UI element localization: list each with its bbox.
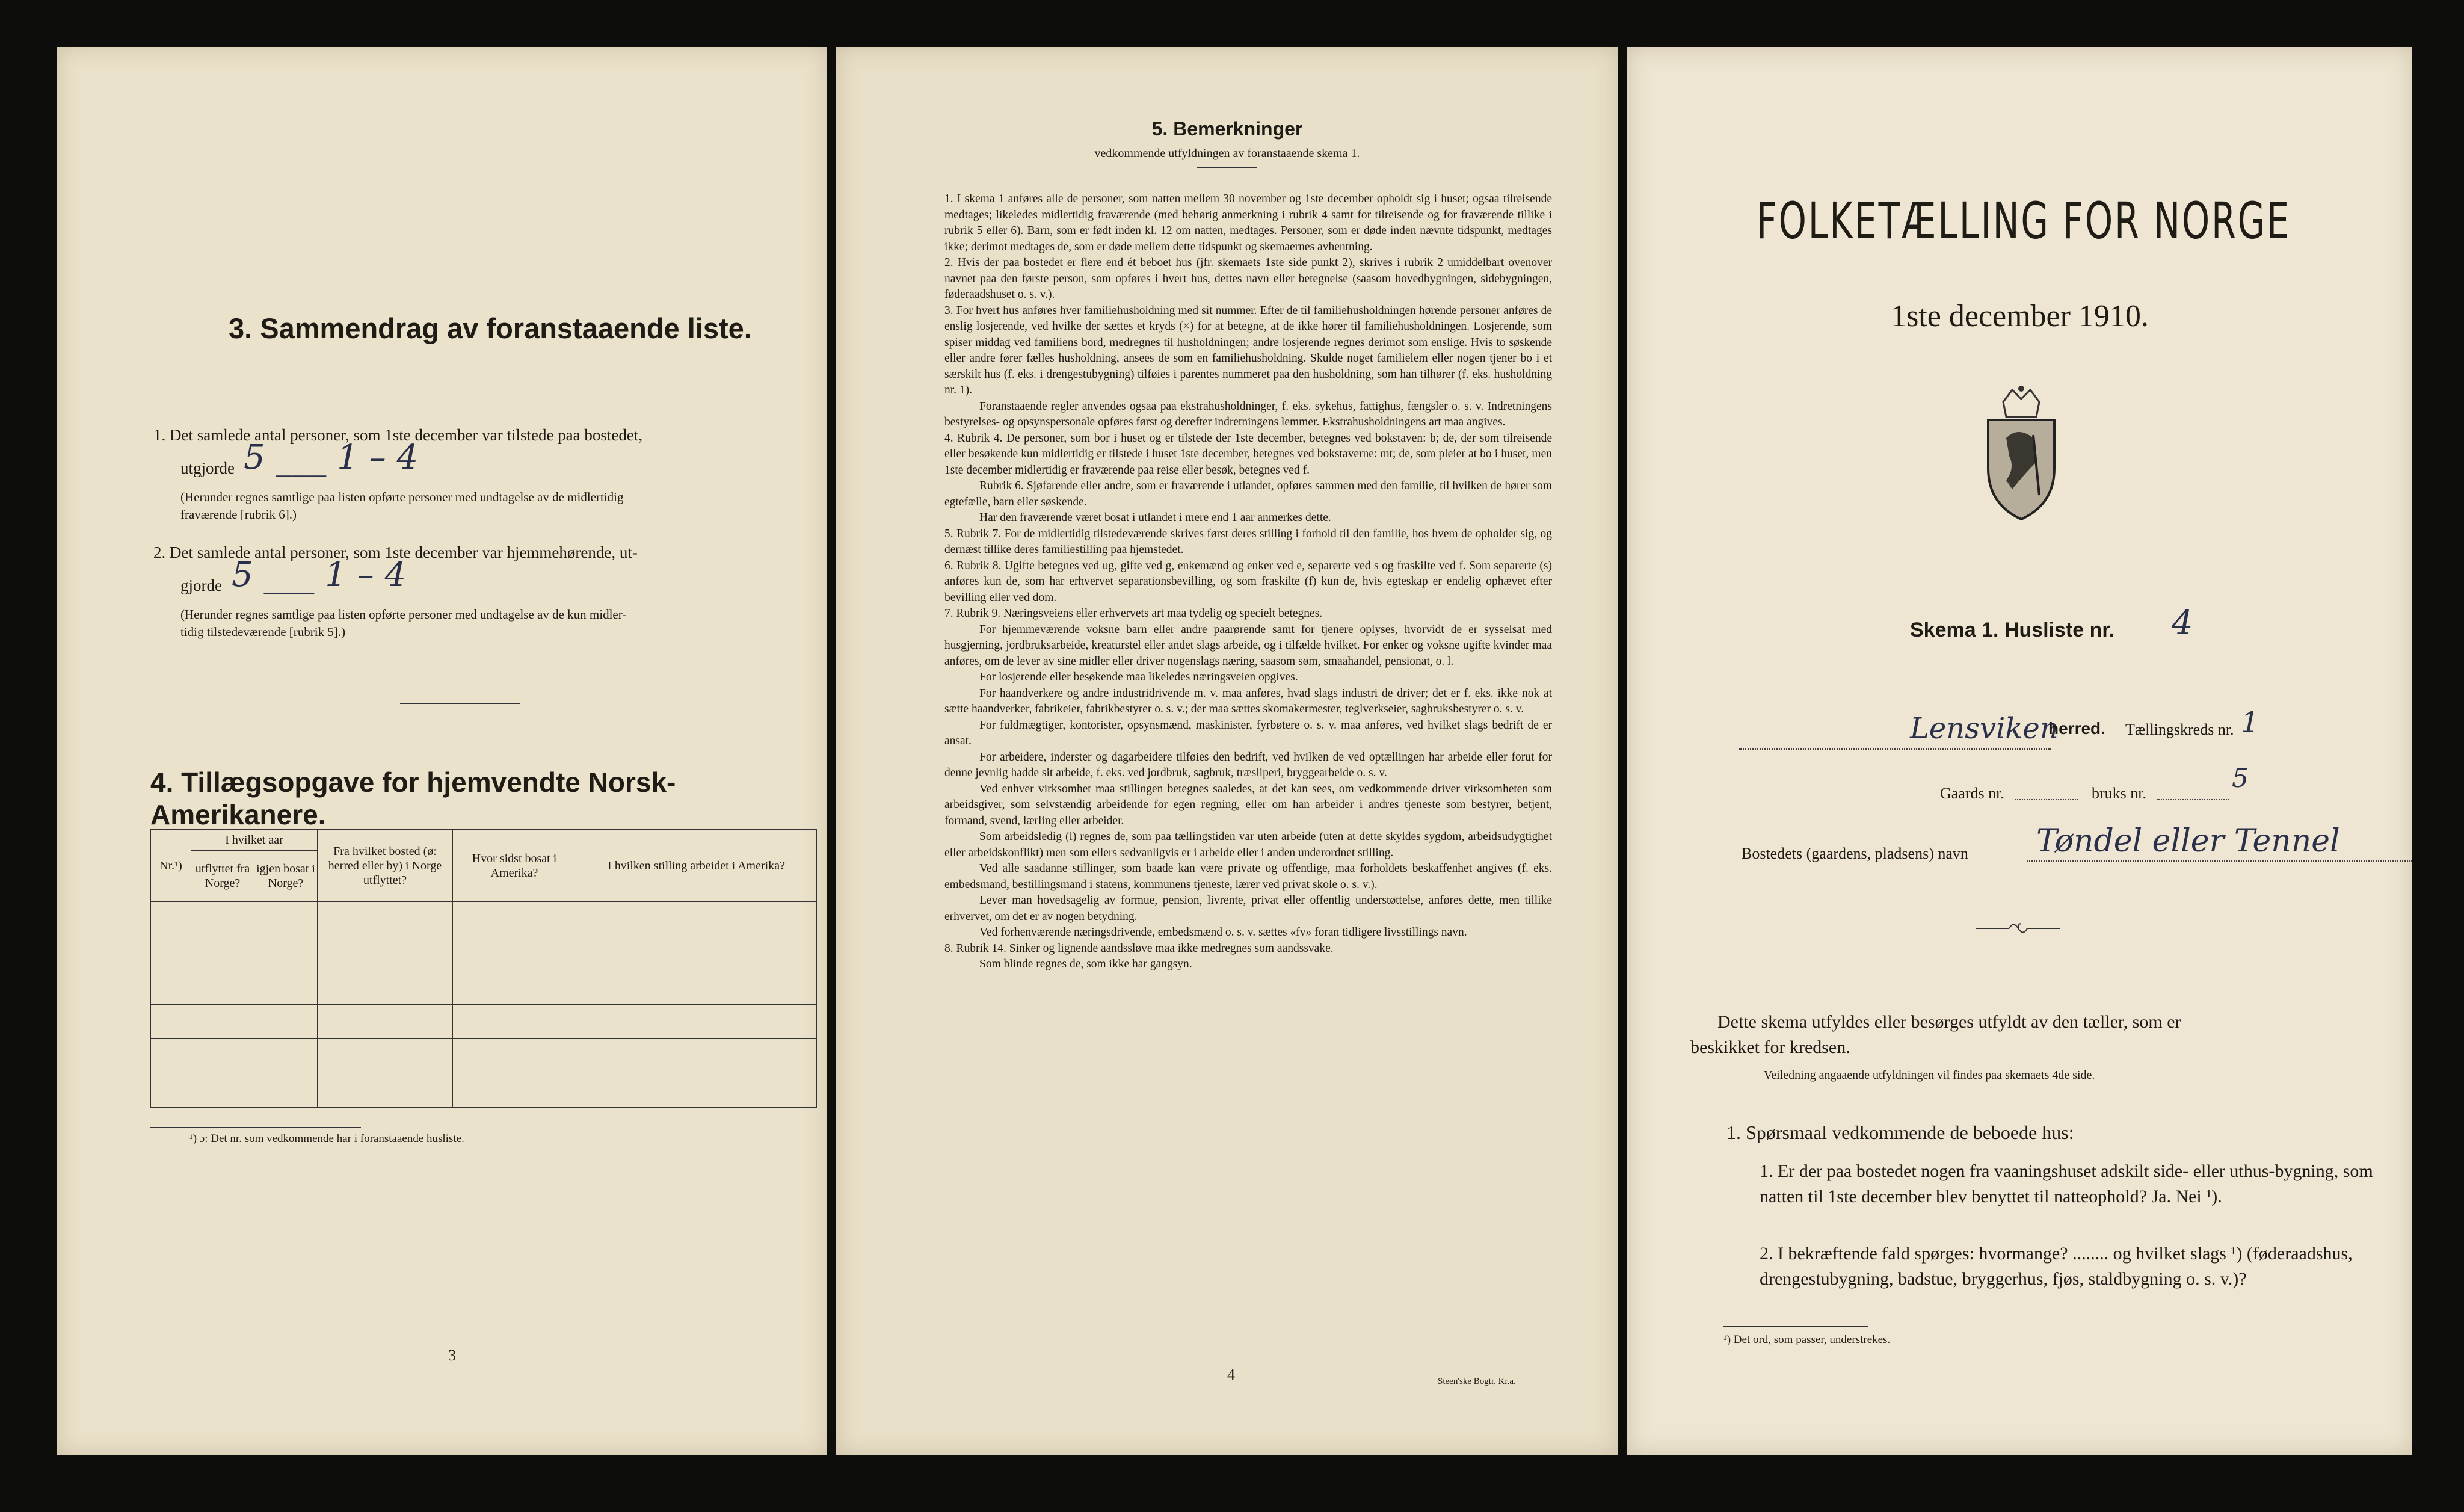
remarks-body: [944, 191, 1552, 973]
section4-title: 4. Tillægsopgave for hjemvendte Norsk-Amerikanere.: [150, 767, 676, 830]
gaards-label: Gaards nr.: [1940, 785, 2004, 802]
remark-7c: For losjerende eller besøkende maa likeledes næringsveien opgives.: [979, 671, 1298, 683]
skema-label: Skema 1. Husliste nr.: [1910, 619, 2115, 641]
remark-7e: For fuldmægtiger, kontorister, opsynsmænd, maskinister, fyrbøtere o. s. v. maa anføres, ved hvilket slags bedrift de er ansat.: [944, 718, 1552, 747]
herred-handwritten: Lensviken: [1910, 712, 2059, 745]
remark-4b: Rubrik 6. Sjøfarende eller andre, som er fraværende i utlandet, opføres sammen med den familie, til hvilken de hører som egtefælle, barn eller søskende.: [944, 480, 1552, 508]
bruks-handwritten: 5: [2232, 763, 2249, 794]
col-hvor: Hvor sidst bosat i Amerika?: [453, 830, 576, 902]
remark-7k: Ved forhenværende næringsdrivende, embedsmænd o. s. v. sættes «fv» foran tidligere livsstillings navn.: [979, 926, 1467, 939]
bosted-handwritten: Tøndel eller Tennel: [2036, 823, 2340, 859]
gaards-field: [2015, 799, 2078, 800]
krets-handwritten: 1: [2241, 706, 2259, 739]
col-utflyttet: utflyttet fra Norge?: [191, 851, 254, 902]
table-row: [151, 902, 817, 936]
census-date: 1ste december 1910.: [1891, 299, 2149, 333]
remark-5: 5. Rubrik 7. For de midlertidig tilstedeværende skrives først deres stilling i forhold til den familie, hos hvem de opholder sig, og dernæst tillike deres familiestilling paa hjemstedet.: [944, 527, 1552, 556]
norwegian-coat-of-arms-icon: [1976, 384, 2066, 522]
husliste-nr-handwritten: 4: [2172, 603, 2193, 643]
page-left: [57, 47, 827, 1455]
col-igjen: igjen bosat i Norge?: [254, 851, 318, 902]
herred-label: herred.: [2048, 719, 2105, 738]
remark-3: 3. For hvert hus anføres hver familiehusholdning med sit nummer. Efter de til familiehusholdningen hørende personer anføres de enslig losjerende, ved hvilke der sættes et kryds (×) for at betegne, at de ikke hører til familiehusholdningen. Losjerende, som spiser middag ved familiens bord, medregnes til husholdningen; andre losjerende regnes derimot som enslige. Hvis to søskende eller andre fører fælles husholdning, ansees de som en familiehusholdning. Skulde noget familielem eller nogen tjener bo i et særskilt hus (f. eks. i drengestubygning) tilføies i parentes nummeret paa den husholdning, som han tilhører (f. eks. husholdning nr. 1).: [944, 304, 1552, 397]
remark-7b: For hjemmeværende voksne barn eller andre paarørende samt for tjenere oplyses, hvorvidt de er sysselsat med husgjerning, jordbruksarbeide, kreaturstel eller andet slags arbeide, og i tilfælde hvilket. For enker og voksne ugifte kvinder maa anføres, om de lever av sine midler eller driver nogenslags næring, saasom søm, smaahandel, pensionat, o. l.: [944, 623, 1552, 668]
table-row: [151, 1073, 817, 1108]
remark-6: 6. Rubrik 8. Ugifte betegnes ved ug, gifte ved g, enkemænd og enker ved e, separerte ved s og fraskilte ved f. Som separerte (s) anføres kun de, som har erhvervet separationsbevilling, og som fraskilte (f) kun de, hvis egteskap er endelig ophævet efter bevilling eller ved dom.: [944, 559, 1552, 604]
bruks-field: [2157, 799, 2229, 800]
remark-7h: Som arbeidsledig (l) regnes de, som paa tællingstiden var uten arbeide (uten at dette skyldes sygdom, arbeidsudygtighet eller arbeidskonflikt) men som ellers sedvanligvis er i arbeide eller i anden underordnet stilling.: [944, 830, 1552, 859]
ornament-icon: [1976, 919, 2060, 937]
remark-7i: Ved alle saadanne stillinger, som baade kan være private og offentlige, maa forholdets beskaffenhet angives (f. eks. embedsmand, bestillingsmand i statens, kommunens tjeneste, lærer ved privat skole o. s. v.).: [944, 862, 1552, 891]
remark-8b: Som blinde regnes de, som ikke har gangsyn.: [979, 958, 1192, 970]
col-stilling: I hvilken stilling arbeidet i Amerika?: [576, 830, 817, 902]
item1-text: 1. Det samlede antal personer, som 1ste december var tilstede paa bostedet,: [153, 426, 643, 444]
bosted-field: [2027, 860, 2412, 862]
remark-7: 7. Rubrik 9. Næringsveiens eller erhvervets art maa tydelig og specielt betegnes.: [944, 607, 1323, 620]
item1-note2: fraværende [rubrik 6].): [180, 507, 297, 522]
item2-handwritten-count: 5 ___ 1 – 4: [232, 555, 407, 594]
remark-3b: Foranstaaende regler anvendes ogsaa paa ekstrahusholdninger, f. eks. sykehus, fattighus, fængsler o. s. v. Indretningens bestyrelses- og opsynspersonale opføres først og derefter indretningens lemmer. Ekstrahusholdningens art maa angives.: [944, 400, 1552, 428]
bruks-label: bruks nr.: [2092, 785, 2146, 802]
divider: [400, 703, 520, 704]
page-middle: [836, 47, 1618, 1455]
remark-7d: For haandverkere og andre industridrivende m. v. maa anføres, hvad slags industri de driver; det er f. eks. ikke nok at sætte haandverker, fabrikeier, fabrikbestyrer o. s. v.; der maa sættes skomakermester, teglverkseier, sagbruksbestyrer o. s. v.: [944, 687, 1552, 715]
remark-7j: Lever man hovedsagelig av formue, pension, livrente, privat eller offentlig understøttelse, anføres dette, men tillike erhvervet, om det er av nogen betydning.: [944, 894, 1552, 923]
printer-mark: Steen'ske Bogtr. Kr.a.: [1438, 1377, 1516, 1386]
norsk-amerikanere-table: [150, 829, 817, 1108]
col-nr: Nr.¹): [151, 830, 191, 902]
table-row: [151, 970, 817, 1005]
remark-2: 2. Hvis der paa bostedet er flere end ét beboet hus (jfr. skemaets 1ste side punkt 2), skrives i rubrik 2 umiddelbart ovenover navnet paa den første person, som opføres i hvert hus, dettes navn eller betegnelse (saasom hovedbygningen, sidebygningen, føderaadshuset o. s. v.).: [944, 256, 1552, 301]
item2-note1: (Herunder regnes samtlige paa listen opførte personer med undtagelse av de kun midler-: [180, 607, 627, 622]
remark-7f: For arbeidere, inderster og dagarbeidere tilføies den bedrift, ved hvilken de ved optællingen har arbeide eller forut for denne jevnlig hadde sit arbeide, f. eks. ved jordbruk, sagbruk, træsliperi, bryggearbeide o. s. v.: [944, 750, 1552, 779]
item2-text: 2. Det samlede antal personer, som 1ste december var hjemmehørende, ut-: [153, 543, 638, 561]
page-right: [1627, 47, 2412, 1455]
remark-7g: Ved enhver virksomhet maa stillingen betegnes saaledes, at det kan sees, om vedkommende driver virksomheten som arbeidsgiver, som selvstændig arbeidende for egen regning, eller om han arbeider i andres tjeneste som bestyrer, betjent, formand, svend, lærling eller arbeider.: [944, 782, 1552, 827]
form-title: FOLKETÆLLING FOR NORGE: [1757, 191, 2291, 250]
item1-note1: (Herunder regnes samtlige paa listen opførte personer med undtagelse av de midlertidig: [180, 490, 624, 504]
remark-4c: Har den fraværende været bosat i utlandet i mere end 1 aar anmerkes dette.: [979, 511, 1331, 524]
intro-line2: beskikket for kredsen.: [1690, 1037, 1850, 1057]
divider: [1197, 167, 1257, 168]
footnote: ¹) Det ord, som passer, understrekes.: [1723, 1333, 1891, 1346]
remarks-subtitle: vedkommende utfyldningen av foranstaaende skema 1.: [1094, 147, 1360, 160]
item2-prefix: gjorde: [180, 576, 222, 594]
questions-heading: 1. Spørsmaal vedkommende de beboede hus:: [1726, 1122, 2074, 1143]
bosted-label: Bostedets (gaardens, pladsens) navn: [1742, 845, 1968, 862]
remark-8: 8. Rubrik 14. Sinker og lignende aandssløve maa ikke medregnes som aandssvake.: [944, 942, 1334, 955]
page-number: 4: [1227, 1366, 1235, 1383]
question-1: 1. Er der paa bostedet nogen fra vaaningshuset adskilt side- eller uthus-bygning, som natten til 1ste december blev benyttet til natteophold? Ja. Nei ¹).: [1760, 1161, 2373, 1206]
table-row: [151, 1039, 817, 1073]
intro-note: Veiledning angaaende utfyldningen vil findes paa skemaets 4de side.: [1764, 1069, 2095, 1082]
footnote-rule: [1723, 1326, 1868, 1327]
page-number: 3: [448, 1347, 456, 1364]
intro-line1: Dette skema utfyldes eller besørges utfyldt av den tæller, som er: [1717, 1012, 2181, 1032]
section3-title: 3. Sammendrag av foranstaaende liste.: [229, 312, 752, 344]
remarks-title: 5. Bemerkninger: [1151, 118, 1303, 140]
footnote: ¹) ɔ: Det nr. som vedkommende har i foranstaaende husliste.: [189, 1132, 464, 1145]
question-2: 2. I bekræftende fald spørges: hvormange? ........ og hvilket slags ¹) (føderaadshus, drengestubygning, badstue, bryggerhus, fjøs, staldbygning o. s. v.)?: [1760, 1244, 2353, 1289]
krets-label: Tællingskreds nr.: [2125, 721, 2234, 738]
table-row: [151, 1005, 817, 1039]
item2-note2: tidig tilstedeværende [rubrik 5].): [180, 625, 346, 639]
footnote-rule: [150, 1127, 361, 1128]
item1-handwritten-count: 5 ___ 1 – 4: [244, 438, 419, 477]
col-group-year: I hvilket aar: [191, 830, 318, 851]
item1-prefix: utgjorde: [180, 459, 235, 477]
remark-4: 4. Rubrik 4. De personer, som bor i huset og er tilstede der 1ste december, betegnes ved bokstaven: b; de, der som tilreisende eller besøkende kun midlertidig er tilstede i huset 1ste december, betegnes ved bokstaverne: mt; de, som pleier at bo i huset, men 1ste december midlertidig er fraværende paa reise eller besøk, betegnes ved f.: [944, 431, 1552, 477]
col-fra: Fra hvilket bosted (ø: herred eller by) i Norge utflyttet?: [318, 830, 453, 902]
table-row: [151, 936, 817, 970]
remark-1: 1. I skema 1 anføres alle de personer, som natten mellem 30 november og 1ste december opholdt sig i huset; ogsaa tilreisende medtages; likeledes midlertidig fraværende (med behørig anmerkning i rubrik 4 samt for tilreisende og for fraværende tillike i rubrik 5 eller 6). Barn, som er født inden kl. 12 om natten, medtages. Personer, som er døde inden nævnte tidspunkt, medtages ikke; derimot medtages de, som er døde mellem dette tidspunkt og skemaernes avhentning.: [944, 193, 1552, 253]
